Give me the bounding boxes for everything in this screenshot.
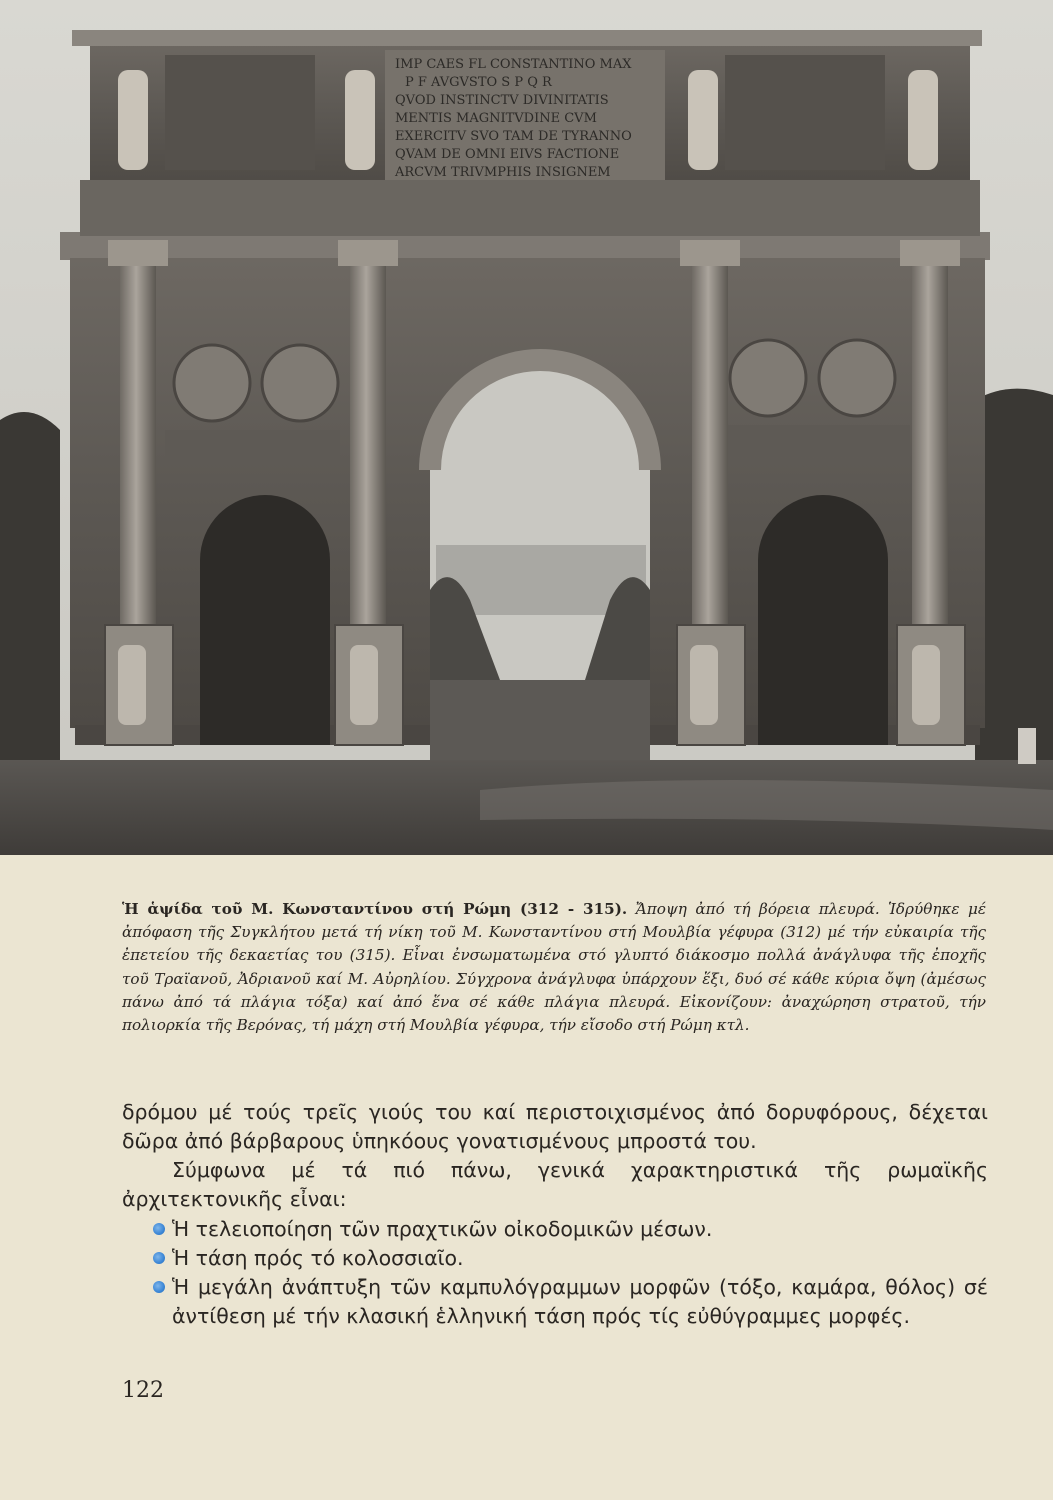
bullet-list (122, 1215, 988, 1331)
paragraph-2: Σύμφωνα μέ τά πιό πάνω, γενικά χαρακτηριστικά τῆς ρωμαϊκῆς ἀρχιτεκτονικῆς εἶναι: (122, 1158, 988, 1211)
bullet-dot-icon (153, 1223, 165, 1235)
caption-text: Ἄποψη ἀπό τή βόρεια πλευρά. Ἱδρύθηκε μέ ἀπόφαση τῆς Συγκλήτου μετά τή νίκη τοῦ Μ. Κωνσταντίνου στή Μουλβία γέφυρα (312) μέ τήν εὐκαιρία τῆς ἐπετείου τῆς δεκαετίας του (315). Εἶναι ἐνσωματωμένα στό γλυπτό διάκοσμο πολλά ἀνάγλυφα τῆς ἐποχῆς τοῦ Τραϊανοῦ, Ἀδριανοῦ καί Μ. Αὐρηλίου. Σύγχρονα ἀνάγλυφα ὑπάρχουν ἕξι, δυό σέ κάθε κύρια ὄψη (ἀμέσως πάνω ἀπό τά πλάγια τόξα) καί ἀπό ἕνα σέ κάθε πλάγια πλευρά. Εἰκονίζουν: ἀναχώρηση στρατοῦ, τήν πολιορκία τῆς Βερόνας, τή μάχη στή Μουλβία γέφυρα, τήν εἴσοδο στή Ρώμη κτλ. (122, 900, 986, 1035)
bullet-dot-icon (153, 1252, 165, 1264)
caption-title: Ἡ ἁψίδα τοῦ Μ. Κωνσταντίνου στή Ρώμη (312 - 315). (122, 900, 628, 918)
svg-text:P F AVGVSTO S P Q R: P F AVGVSTO S P Q R (405, 75, 552, 90)
list-item-text: Ἡ μεγάλη ἀνάπτυξη τῶν καμπυλόγραμμων μορφῶν (τόξο, καμάρα, θόλος) σέ ἀντίθεση μέ τήν κλασική ἑλληνική τάση πρός τίς εὐθύγραμμες μορφές. (172, 1275, 988, 1328)
paragraph-1: δρόμου μέ τούς τρεῖς γιούς του καί περιστοιχισμένος ἀπό δορυφόρους, δέχεται δῶρα ἀπό βάρβαρους ὑπηκόους γονατισμένους μπροστά του. (122, 1100, 988, 1153)
svg-text:ARCVM TRIVMPHIS INSIGNEM: ARCVM TRIVMPHIS INSIGNEM (395, 165, 611, 180)
photo-caption (122, 898, 986, 1037)
list-item-text: Ἡ τελειοποίηση τῶν πραχτικῶν οἰκοδομικῶν μέσων. (172, 1217, 713, 1241)
list-item (122, 1273, 988, 1331)
svg-text:QVOD INSTINCTV DIVINITATIS: QVOD INSTINCTV DIVINITATIS (395, 93, 609, 108)
svg-text:MENTIS MAGNITVDINE CVM: MENTIS MAGNITVDINE CVM (395, 111, 597, 126)
list-item-text: Ἡ τάση πρός τό κολοσσιαῖο. (172, 1246, 464, 1270)
list-item (122, 1215, 988, 1244)
bullet-dot-icon (153, 1281, 165, 1293)
svg-text:EXERCITV SVO TAM DE TYRANNO: EXERCITV SVO TAM DE TYRANNO (395, 129, 632, 144)
svg-text:QVAM DE OMNI EIVS FACTIONE: QVAM DE OMNI EIVS FACTIONE (395, 147, 620, 162)
page-number: 122 (122, 1378, 164, 1403)
list-item (122, 1244, 988, 1273)
body-text (122, 1098, 988, 1331)
svg-text:IMP CAES FL CONSTANTINO MAX: IMP CAES FL CONSTANTINO MAX (395, 57, 632, 72)
